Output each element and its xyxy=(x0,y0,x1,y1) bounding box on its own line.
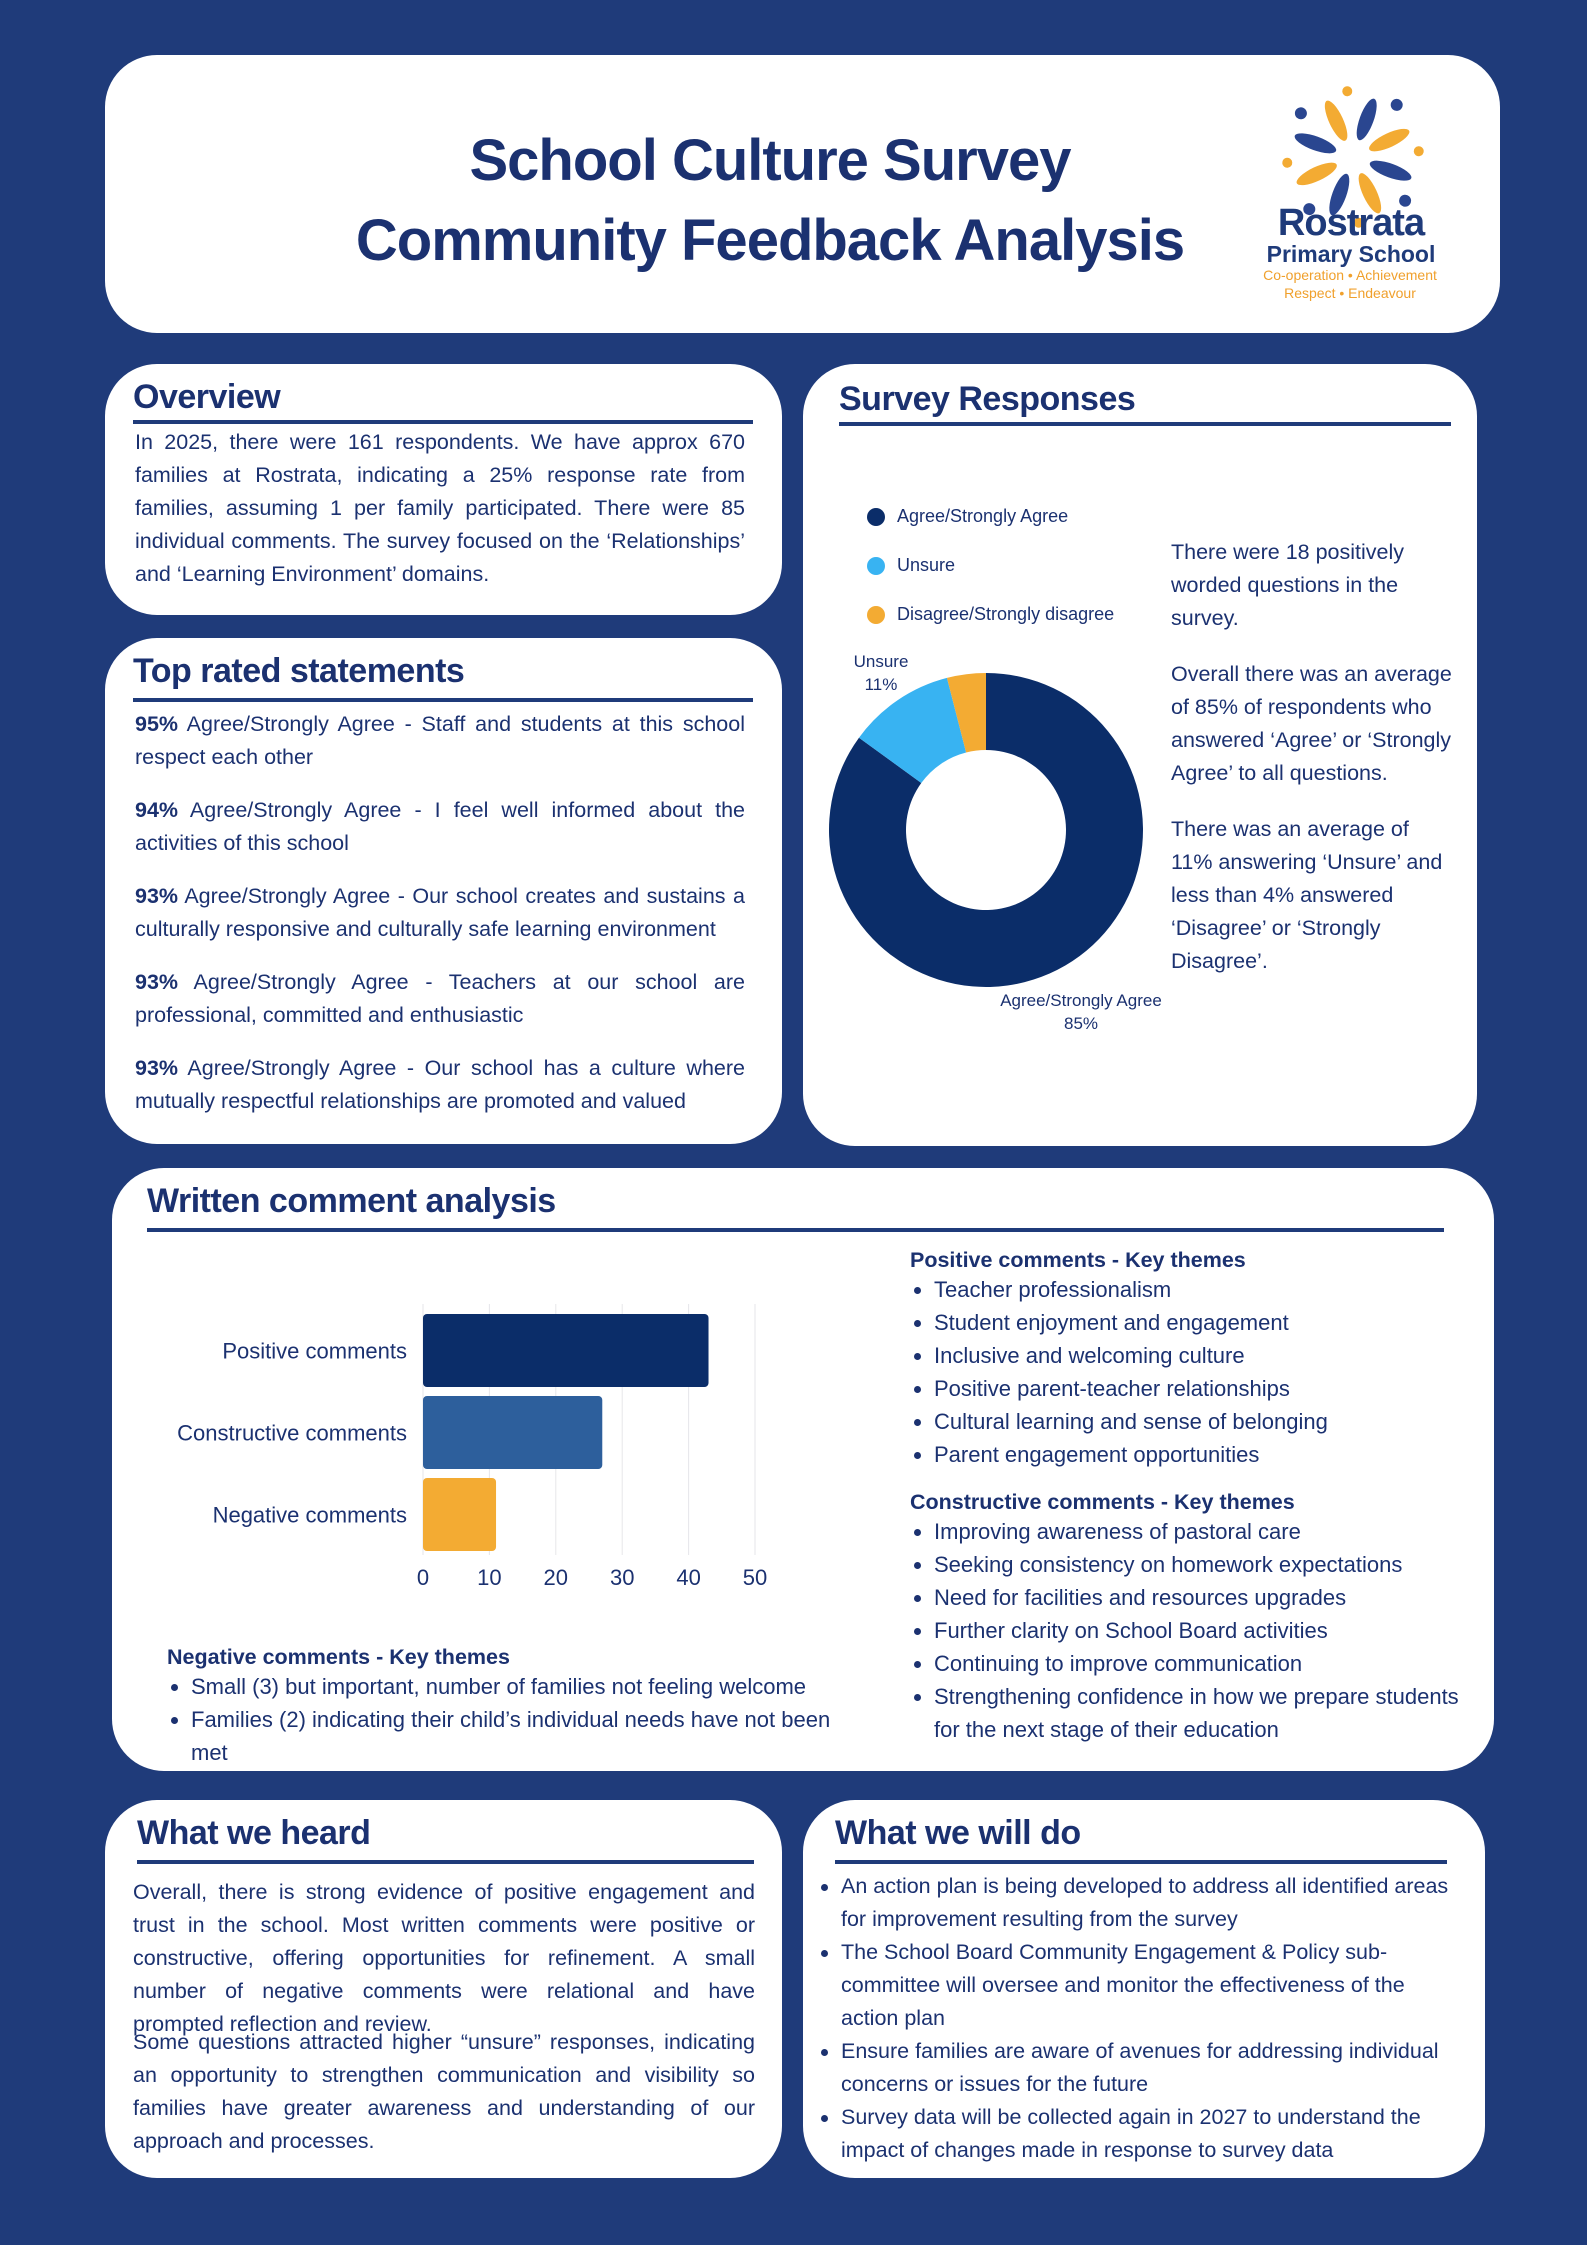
bar-category-label: Constructive comments xyxy=(177,1420,407,1446)
top-rated-card xyxy=(105,638,782,1144)
constructive-themes-heading: Constructive comments - Key themes xyxy=(910,1490,1295,1514)
top-rated-divider xyxy=(133,698,753,702)
page-title-line2: Community Feedback Analysis xyxy=(355,208,1185,273)
heard-divider xyxy=(137,1860,754,1864)
negative-themes-heading: Negative comments - Key themes xyxy=(167,1645,510,1669)
overview-card xyxy=(105,364,782,615)
top-rated-item xyxy=(135,966,745,1032)
comment-bar-chart xyxy=(112,1168,812,1588)
heard-text-2: Some questions attracted higher “unsure” responses, indicating an opportunity to strengthen communication and visibility so families have greater awareness and understanding of our approach and processes. xyxy=(133,2030,755,2153)
top-rated-list xyxy=(135,708,745,1138)
list-item: Cultural learning and sense of belonging xyxy=(910,1405,1470,1438)
list-item: Seeking consistency on homework expectations xyxy=(910,1548,1470,1581)
list-item: Ensure families are aware of avenues for addressing individual concerns or issues for the future xyxy=(817,2035,1467,2101)
list-item: An action plan is being developed to address all identified areas for improvement resulting from the survey xyxy=(817,1870,1467,1936)
survey-text-1: There were 18 positively worded questions in the survey. xyxy=(1171,540,1405,630)
what-we-heard-card xyxy=(105,1800,782,2178)
constructive-themes-list xyxy=(910,1515,1470,1746)
top-rated-heading: Top rated statements xyxy=(133,652,465,690)
x-tick-label: 50 xyxy=(742,1565,768,1588)
top-rated-pct: 95% xyxy=(135,712,179,736)
constructive-themes xyxy=(910,1490,1470,1746)
top-rated-text: Agree/Strongly Agree - Teachers at our school are professional, committed and enthusiastic xyxy=(135,970,745,1027)
bar-constructive xyxy=(423,1396,602,1469)
written-heading: Written comment analysis xyxy=(147,1182,556,1220)
survey-text-3: There was an average of 11% answering ‘Unsure’ and less than 4% answered ‘Disagree’ or ‘Strongly Disagree’. xyxy=(1171,817,1443,973)
legend-label: Disagree/Strongly disagree xyxy=(897,604,1115,624)
negative-themes xyxy=(167,1645,867,1769)
donut-label-agree: Agree/Strongly Agree 85% xyxy=(1000,991,1162,1033)
top-rated-item xyxy=(135,880,745,946)
bar-category-label: Positive comments xyxy=(222,1338,407,1364)
survey-heading: Survey Responses xyxy=(839,380,1136,418)
logo-values-line1: Co-operation • Achievement xyxy=(1263,267,1437,283)
positive-themes xyxy=(910,1248,1470,1471)
top-rated-pct: 93% xyxy=(135,1056,179,1080)
logo-school-subtitle: Primary School xyxy=(1266,241,1436,267)
list-item: Survey data will be collected again in 2027 to understand the impact of changes made in response to survey data xyxy=(817,2101,1467,2167)
top-rated-pct: 94% xyxy=(135,798,179,822)
list-item: Families (2) indicating their child’s individual needs have not been met xyxy=(167,1703,867,1769)
top-rated-item xyxy=(135,1052,745,1118)
heard-heading: What we heard xyxy=(137,1814,371,1852)
top-rated-item xyxy=(135,708,745,774)
top-rated-text: Agree/Strongly Agree - Our school creates and sustains a culturally responsive and culturally safe learning environment xyxy=(135,884,745,941)
list-item: Positive parent-teacher relationships xyxy=(910,1372,1470,1405)
written-comment-card xyxy=(112,1168,1494,1771)
overview-heading: Overview xyxy=(133,378,281,416)
list-item: Inclusive and welcoming culture xyxy=(910,1339,1470,1372)
positive-themes-list xyxy=(910,1273,1470,1471)
list-item: Continuing to improve communication xyxy=(910,1647,1470,1680)
list-item: Further clarity on School Board activities xyxy=(910,1614,1470,1647)
list-item: Small (3) but important, number of families not feeling welcome xyxy=(167,1670,867,1703)
list-item: Parent engagement opportunities xyxy=(910,1438,1470,1471)
bar-positive xyxy=(423,1314,709,1387)
list-item: Improving awareness of pastoral care xyxy=(910,1515,1470,1548)
x-tick-label: 20 xyxy=(543,1565,569,1588)
willdo-heading: What we will do xyxy=(835,1814,1081,1852)
top-rated-pct: 93% xyxy=(135,884,179,908)
legend-label: Unsure xyxy=(897,555,956,575)
x-tick-label: 0 xyxy=(416,1565,430,1588)
positive-themes-heading: Positive comments - Key themes xyxy=(910,1248,1246,1272)
top-rated-text: Agree/Strongly Agree - Our school has a culture where mutually respectful relationships are promoted and valued xyxy=(135,1056,745,1113)
top-rated-pct: 93% xyxy=(135,970,179,994)
top-rated-item xyxy=(135,794,745,860)
negative-themes-list xyxy=(167,1670,867,1769)
list-item: Strengthening confidence in how we prepare students for the next stage of their education xyxy=(910,1680,1470,1746)
heard-text-1: Overall, there is strong evidence of positive engagement and trust in the school. Most written comments were positive or constructive, offering opportunities for refinement. A small number of negative comments were relational and have prompted reflection and review. xyxy=(133,1880,755,2036)
top-rated-text: Agree/Strongly Agree - Staff and students at this school respect each other xyxy=(135,712,745,769)
survey-text-2: Overall there was an average of 85% of respondents who answered ‘Agree’ or ‘Strongly Agree’ to all questions. xyxy=(1171,662,1452,785)
bar-negative xyxy=(423,1478,496,1551)
list-item: Teacher professionalism xyxy=(910,1273,1470,1306)
page-title-line1: School Culture Survey xyxy=(469,128,1071,193)
x-tick-label: 10 xyxy=(477,1565,502,1588)
overview-text: In 2025, there were 161 respondents. We have approx 670 families at Rostrata, indicating a 25% response rate from families, assuming 1 per family participated. There were 85 individual comments. The survey focused on the ‘Relationships’ and ‘Learning Environment’ domains. xyxy=(135,430,745,586)
overview-divider xyxy=(133,420,753,424)
donut-label-unsure: Unsure 11% xyxy=(853,652,909,694)
logo-school-name: Rostrata xyxy=(1277,202,1425,244)
logo-values-line2: Respect • Endeavour xyxy=(1284,285,1416,301)
header-card xyxy=(105,55,1500,333)
bar-category-label: Negative comments xyxy=(212,1502,407,1528)
list-item: Need for facilities and resources upgrades xyxy=(910,1581,1470,1614)
list-item: The School Board Community Engagement & Policy sub-committee will oversee and monitor the effectiveness of the action plan xyxy=(817,1936,1467,2035)
what-we-will-do-card xyxy=(803,1800,1485,2178)
willdo-list xyxy=(817,1870,1467,2167)
top-rated-text: Agree/Strongly Agree - I feel well informed about the activities of this school xyxy=(135,798,745,855)
x-tick-label: 30 xyxy=(609,1565,635,1588)
willdo-divider xyxy=(835,1860,1447,1864)
legend-label: Agree/Strongly Agree xyxy=(897,506,1069,526)
list-item: Student enjoyment and engagement xyxy=(910,1306,1470,1339)
x-tick-label: 40 xyxy=(676,1565,701,1588)
survey-responses-card xyxy=(803,364,1477,1146)
